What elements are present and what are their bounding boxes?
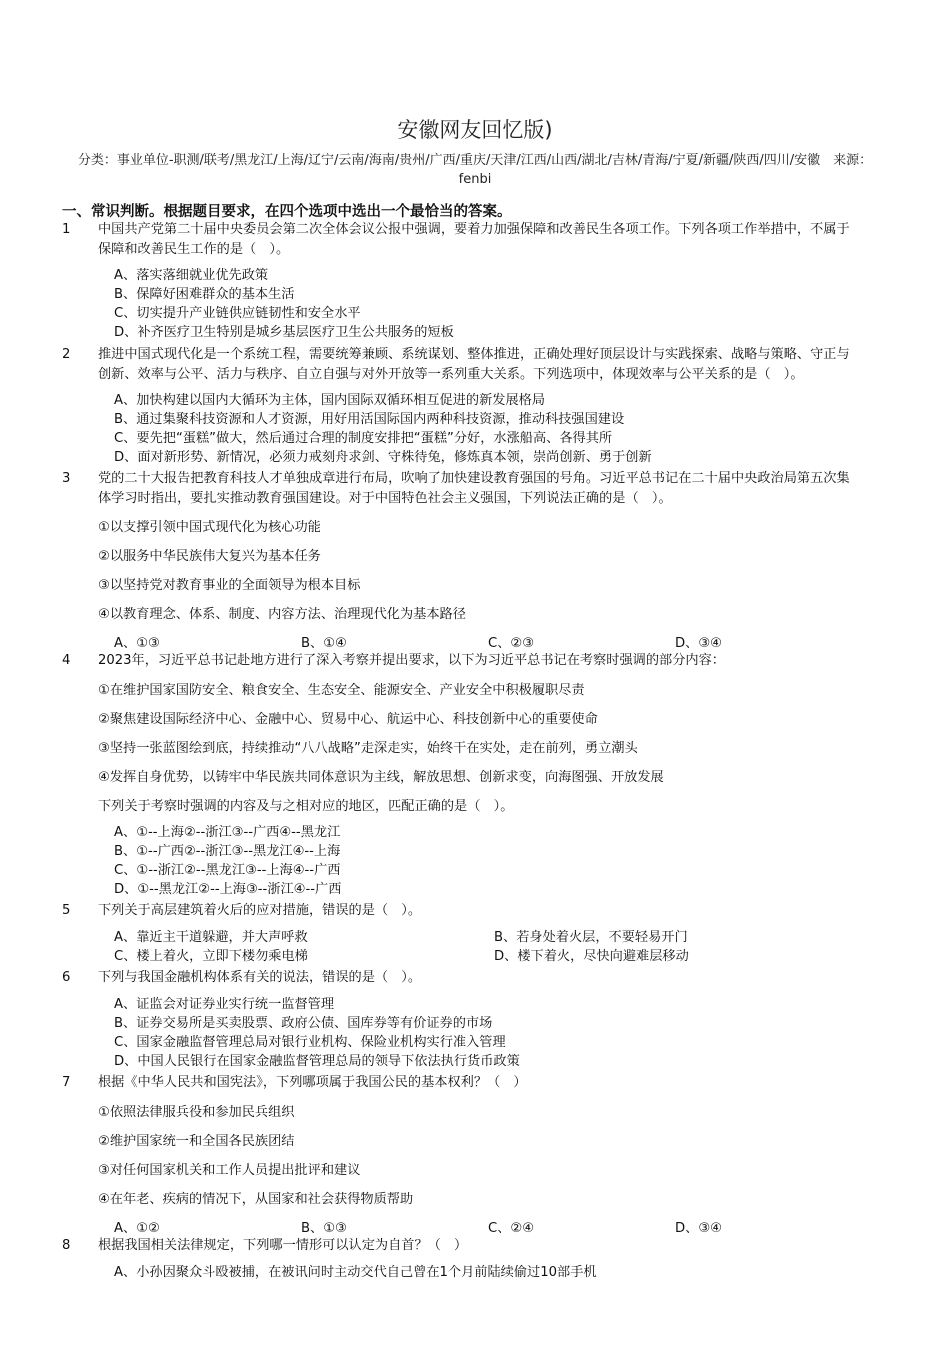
question-text: 中国共产党第二十届中央委员会第二次全体会议公报中强调，要着力加强保障和改善民生各项工作。下列各项工作举措中，不属于保障和改善民生工作的是（ ）。 [98, 222, 850, 257]
question-text: 根据我国相关法律规定，下列哪一情形可以认定为自首？（ ） [98, 1238, 468, 1253]
option-a: A、①--上海②--浙江③--广西④--黑龙江 [114, 824, 341, 840]
statement: ②维护国家统一和全国各民族团结 [98, 1133, 295, 1149]
option-list [114, 266, 862, 342]
option-d: D、楼下着火，尽快向避难层移动 [494, 948, 689, 964]
document-meta: 分类：事业单位-职测/联考/黑龙江/上海/辽宁/云南/海南/贵州/广西/重庆/天津/江西/山西/湖北/吉林/青海/宁夏/新疆/陕西/四川/安徽 来源：fenbi [77, 153, 873, 187]
question-number: 4 [62, 653, 71, 668]
option-list [114, 995, 862, 1071]
option-b: B、①④ [301, 636, 347, 651]
statement: ④发挥自身优势，以铸牢中华民族共同体意识为主线，解放思想、创新求变，向海图强、开放发展 [98, 769, 664, 785]
option-a: A、落实落细就业优先政策 [114, 268, 269, 283]
statement: ④在年老、疾病的情况下，从国家和社会获得物质帮助 [98, 1191, 414, 1207]
question-text: 下列与我国金融机构体系有关的说法，错误的是（ ）。 [98, 970, 422, 985]
option-list [114, 391, 862, 467]
question-1 [62, 220, 862, 342]
question-6 [62, 968, 862, 1071]
question-7 [62, 1073, 862, 1238]
option-d: D、③④ [675, 636, 722, 651]
option-list [114, 823, 862, 899]
document-title: 安徽网友回忆版) [397, 118, 553, 142]
question-text: 根据《中华人民共和国宪法》，下列哪项属于我国公民的基本权利？（ ） [98, 1075, 527, 1090]
option-b: B、若身处着火层，不要轻易开门 [494, 929, 688, 945]
option-a: A、小孙因聚众斗殴被捕，在被讯问时主动交代自己曾在1个月前陆续偷过10部手机 [114, 1264, 597, 1280]
option-list [114, 1263, 862, 1282]
option-c: C、国家金融监督管理总局对银行业机构、保险业机构实行准入管理 [114, 1034, 506, 1050]
option-a: A、靠近主干道躲避，并大声呼救 [114, 929, 308, 945]
option-a: A、①③ [114, 636, 160, 651]
option-b: B、通过集聚科技资源和人才资源，用好用活国际国内两种科技资源，推动科技强国建设 [114, 412, 625, 427]
option-a: A、①② [114, 1220, 160, 1236]
option-d: D、③④ [675, 1220, 722, 1236]
section-heading: 一、常识判断。根据题目要求，在四个选项中选出一个最恰当的答案。 [62, 204, 512, 220]
question-text: 2023年，习近平总书记赴地方进行了深入考察并提出要求，以下为习近平总书记在考察时强调的部分内容： [98, 653, 725, 668]
option-a: A、加快构建以国内大循环为主体，国内国际双循环相互促进的新发展格局 [114, 393, 546, 408]
option-list [114, 928, 862, 966]
question-number: 1 [62, 222, 71, 237]
option-b: B、①--广西②--浙江③--黑龙江④--上海 [114, 843, 341, 859]
option-d: D、面对新形势、新情况，必须力戒刻舟求剑、守株待兔，修炼真本领，崇尚创新、勇于创新 [114, 450, 652, 465]
statement: ①依照法律服兵役和参加民兵组织 [98, 1104, 295, 1120]
option-b: B、①③ [301, 1220, 347, 1236]
option-c: C、②④ [488, 1220, 535, 1236]
statement: ③以坚持党对教育事业的全面领导为根本目标 [98, 578, 361, 593]
option-c: C、切实提升产业链供应链韧性和安全水平 [114, 306, 361, 321]
option-d: D、中国人民银行在国家金融监督管理总局的领导下依法执行货币政策 [114, 1053, 520, 1069]
question-number: 7 [62, 1075, 71, 1090]
option-c: C、楼上着火，立即下楼勿乘电梯 [114, 948, 308, 964]
question-number: 2 [62, 347, 71, 362]
question-3 [62, 469, 862, 654]
option-d: D、补齐医疗卫生特别是城乡基层医疗卫生公共服务的短板 [114, 325, 454, 340]
question-5 [62, 901, 862, 966]
statement: ①以支撑引领中国式现代化为核心功能 [98, 520, 321, 535]
statement: ①在维护国家国防安全、粮食安全、生态安全、能源安全、产业安全中积极履职尽责 [98, 682, 585, 698]
question-prompt: 下列关于考察时强调的内容及与之相对应的地区，匹配正确的是（ ）。 [98, 798, 514, 814]
statement: ③坚持一张蓝图绘到底，持续推动“八八战略”走深走实，始终干在实处，走在前列，勇立潮头 [98, 740, 638, 756]
question-4 [62, 651, 862, 899]
statement: ②聚焦建设国际经济中心、金融中心、贸易中心、航运中心、科技创新中心的重要使命 [98, 711, 598, 727]
option-d: D、①--黑龙江②--上海③--浙江④--广西 [114, 881, 342, 897]
question-2 [62, 345, 862, 467]
question-number: 3 [62, 471, 71, 486]
option-c: C、要先把“蛋糕”做大，然后通过合理的制度安排把“蛋糕”分好，水涨船高、各得其所 [114, 431, 613, 446]
question-number: 8 [62, 1238, 71, 1253]
question-text: 推进中国式现代化是一个系统工程，需要统筹兼顾、系统谋划、整体推进，正确处理好顶层设计与实践探索、战略与策略、守正与创新、效率与公平、活力与秩序、自立自强与对外开放等一系列重大关系。下列选项中，体现效率与公平关系的是（ ）。 [98, 347, 850, 382]
statement: ③对任何国家机关和工作人员提出批评和建议 [98, 1162, 361, 1178]
statement: ④以教育理念、体系、制度、内容方法、治理现代化为基本路径 [98, 607, 466, 622]
option-a: A、证监会对证券业实行统一监督管理 [114, 996, 335, 1012]
option-b: B、证券交易所是买卖股票、政府公债、国库券等有价证券的市场 [114, 1015, 493, 1031]
question-8 [62, 1236, 862, 1282]
question-text: 党的二十大报告把教育科技人才单独成章进行布局，吹响了加快建设教育强国的号角。习近平总书记在二十届中央政治局第五次集体学习时指出，要扎实推动教育强国建设。对于中国特色社会主义强国，下列说法正确的是（ ）。 [98, 471, 850, 506]
question-number: 6 [62, 970, 71, 985]
question-text: 下列关于高层建筑着火后的应对措施，错误的是（ ）。 [98, 903, 422, 918]
question-number: 5 [62, 903, 71, 918]
option-c: C、②③ [488, 636, 535, 651]
option-b: B、保障好困难群众的基本生活 [114, 287, 295, 302]
statement: ②以服务中华民族伟大复兴为基本任务 [98, 549, 321, 564]
option-c: C、①--浙江②--黑龙江③--上海④--广西 [114, 862, 341, 878]
